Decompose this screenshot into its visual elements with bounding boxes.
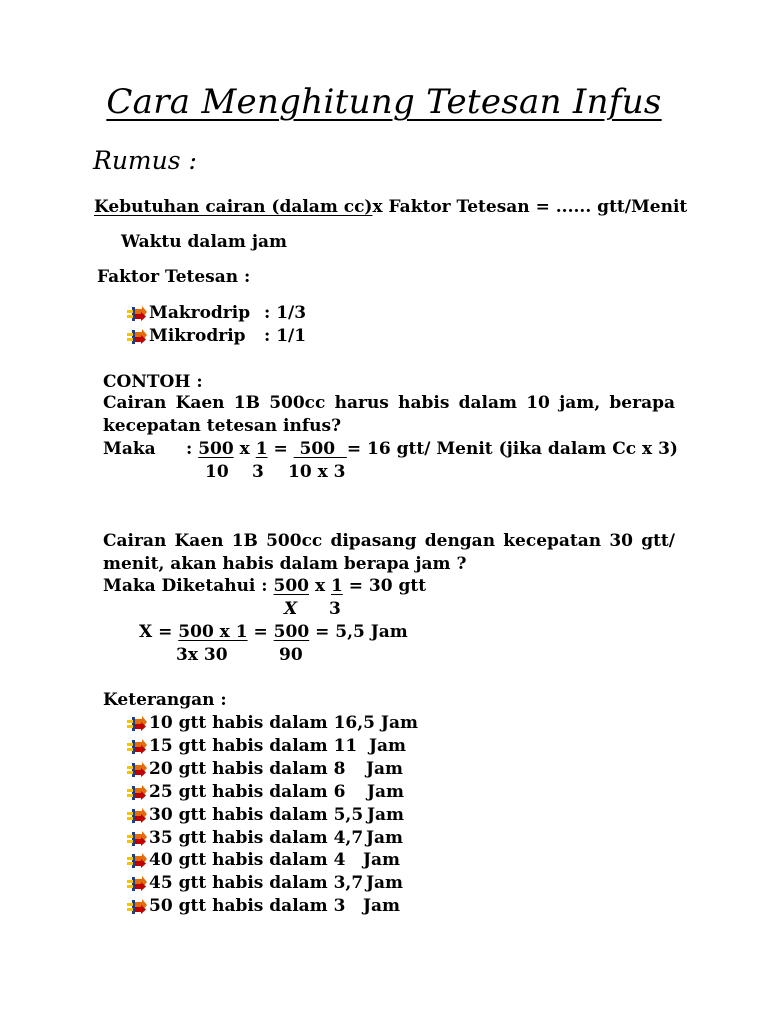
fraction-den-3: 10 x 3 <box>288 462 346 482</box>
arrow-bullet-icon <box>127 715 147 733</box>
fraction-den-2: 3 <box>252 462 264 482</box>
fraction-num-2: 1 <box>255 439 268 459</box>
fraction3-num: 500 x 1 <box>178 622 248 642</box>
arrow-bullet-icon <box>127 852 147 870</box>
faktor-item-value: : 1/1 <box>264 326 307 346</box>
keterangan-item: 50 gtt habis dalam 3 <box>149 896 346 917</box>
x-label: X = <box>139 622 173 642</box>
fraction2-num-1: 500 <box>273 576 310 596</box>
formula-denominator: Waktu dalam jam <box>121 232 287 252</box>
fraction3-den: 3x 30 <box>176 645 228 665</box>
keterangan-item: 15 gtt habis dalam 11 <box>149 735 358 756</box>
contoh-heading: CONTOH : <box>103 372 203 392</box>
keterangan-item-unit: Jam <box>366 827 404 848</box>
fraction2-den-2: 3 <box>329 599 341 619</box>
page-title: Cara Menghitung Tetesan Infus <box>106 82 662 122</box>
arrow-bullet-icon <box>127 305 147 323</box>
contoh-result: = 16 gtt/ Menit (jika dalam Cc x 3) <box>346 439 678 459</box>
keterangan-item-unit: Jam <box>363 896 401 917</box>
times-sign: x <box>239 439 250 459</box>
keterangan-item-unit: Jam <box>367 781 405 802</box>
arrow-bullet-icon <box>127 328 147 346</box>
keterangan-item-unit: Jam <box>366 758 404 779</box>
fraction4-den: 90 <box>279 645 303 665</box>
keterangan-item: 25 gtt habis dalam 6 <box>149 781 346 802</box>
faktor-heading: Faktor Tetesan : <box>97 267 251 287</box>
faktor-item-value: : 1/3 <box>264 303 307 323</box>
contoh2-solution <box>139 622 408 642</box>
arrow-bullet-icon <box>127 761 147 779</box>
colon: : <box>186 439 193 459</box>
keterangan-item: 20 gtt habis dalam 8 <box>149 758 346 779</box>
arrow-bullet-icon <box>127 830 147 848</box>
contoh-equation <box>186 439 678 459</box>
keterangan-item-unit: Jam <box>367 804 405 825</box>
keterangan-item: 40 gtt habis dalam 4 <box>149 850 346 871</box>
keterangan-item-unit: Jam <box>369 735 407 756</box>
contoh-maka-label: Maka <box>103 439 156 459</box>
num-3-text: 500 <box>299 439 336 459</box>
arrow-bullet-icon <box>127 807 147 825</box>
contoh2-maka-label: Maka Diketahui : <box>103 576 268 596</box>
keterangan-item: 35 gtt habis dalam 4,7 <box>149 827 364 848</box>
keterangan-item-unit: Jam <box>363 850 401 871</box>
contoh2-question: Cairan Kaen 1B 500cc dipasang dengan kecepatan 30 gtt/ menit, akan habis dalam berapa jam ? <box>103 531 675 574</box>
contoh2-result1: = 30 gtt <box>348 576 427 596</box>
fraction4-num: 500 <box>273 622 310 642</box>
faktor-item-name: Makrodrip <box>149 303 251 323</box>
equals-sign: = <box>273 439 288 459</box>
arrow-bullet-icon <box>127 738 147 756</box>
formula-line <box>94 197 687 217</box>
formula-numerator: Kebutuhan cairan (dalam cc) <box>94 197 373 217</box>
contoh-question: Cairan Kaen 1B 500cc harus habis dalam 10 jam, berapa kecepatan tetesan infus? <box>103 393 675 436</box>
fraction2-num-2: 1 <box>331 576 343 596</box>
rumus-heading: Rumus : <box>93 146 197 175</box>
contoh2-result2: = 5,5 Jam <box>315 622 408 642</box>
arrow-bullet-icon <box>127 898 147 916</box>
fraction-num-1: 500 <box>198 439 234 459</box>
times-sign: x <box>314 576 326 596</box>
keterangan-item-unit: Jam <box>366 873 404 894</box>
fraction-num-3 <box>294 439 347 459</box>
arrow-bullet-icon <box>127 784 147 802</box>
contoh2-maka <box>103 576 426 596</box>
keterangan-item: 10 gtt habis dalam 16,5 Jam <box>149 713 418 733</box>
equals-sign: = <box>253 622 268 642</box>
fraction2-den-1: X <box>284 599 298 619</box>
faktor-item-name: Mikrodrip <box>149 326 246 346</box>
keterangan-item: 45 gtt habis dalam 3,7 <box>149 873 364 894</box>
keterangan-item: 30 gtt habis dalam 5,5 <box>149 804 364 825</box>
keterangan-heading: Keterangan : <box>103 690 227 710</box>
formula-rest: x Faktor Tetesan = ...... gtt/Menit <box>372 197 688 217</box>
arrow-bullet-icon <box>127 875 147 893</box>
fraction-den-1: 10 <box>205 462 229 482</box>
